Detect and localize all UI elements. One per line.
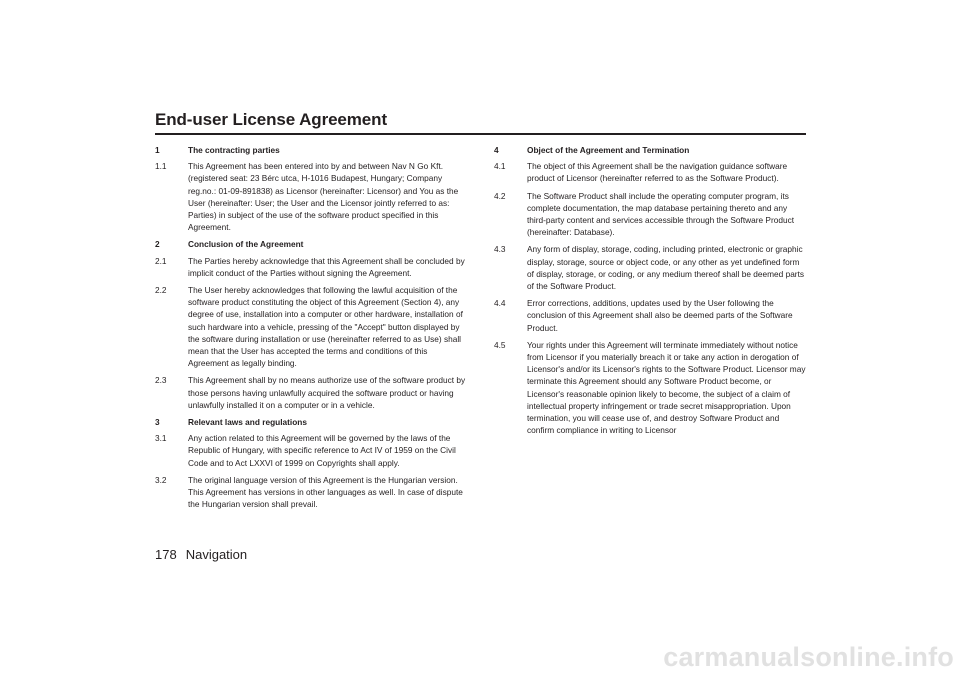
clause — [494, 160, 806, 184]
left-column — [155, 144, 467, 515]
page-number: 178 — [155, 547, 177, 562]
clause — [494, 190, 806, 239]
section-number: 3 — [155, 417, 160, 428]
clause-number: 3.2 — [155, 474, 167, 485]
clause-text: The original language version of this Agreement is the Hungarian version. This Agreement has versions in other languages as well. In case of dispute the Hungarian version shall prevail. — [188, 474, 463, 510]
clause-number: 4.3 — [494, 244, 506, 255]
section-heading — [155, 144, 467, 156]
clause-number: 2.2 — [155, 285, 167, 296]
clause-text: The Parties hereby acknowledge that this Agreement shall be concluded by implicit conduct of the Parties without signing the Agreement. — [188, 255, 465, 278]
section-number: 2 — [155, 239, 160, 250]
clause-text: This Agreement has been entered into by and between Nav N Go Kft. (registered seat: 23 Bérc utca, H-1016 Budapest, Hungary; Company reg.no.: 01-09-891838) as Licensor (hereinafter: Licensor) and You as the User (hereinafter: User; the User and the Licensor jointly referred to as: Parties) in subject of the use of the software product specified in this Agreement. — [188, 161, 459, 233]
clause-number: 4.5 — [494, 339, 506, 350]
clause-text: The object of this Agreement shall be the navigation guidance software product of Licensor (hereinafter referred to as the Software Product). — [527, 161, 788, 184]
clause-number: 4.4 — [494, 298, 506, 309]
page-title: End-user License Agreement — [155, 110, 388, 129]
section-title: Relevant laws and regulations — [188, 417, 307, 428]
clause — [494, 297, 806, 334]
clause — [494, 339, 806, 437]
clause-text: Any action related to this Agreement will be governed by the laws of the Republic of Hungary, with specific reference to Act IV of 1959 on the Civil Code and to Act LXXVI of 1999 on Copyrights shall apply. — [188, 433, 456, 468]
clause-text: Any form of display, storage, coding, including printed, electronic or graphic display, storage, source or object code, or any other as yet undefined form of display, storage, or coding, or any medium thereof shall be deemed parts of the Software Product. — [527, 244, 805, 292]
clause-text: The Software Product shall include the operating computer program, its complete documentation, the map database pertaining thereto and any third-party content and services accessible through the Software Product (hereinafter: Database). — [527, 190, 795, 238]
watermark: carmanualsonline.info — [663, 642, 954, 672]
clause — [155, 432, 467, 469]
section-heading — [494, 144, 806, 156]
section-title: Object of the Agreement and Termination — [527, 145, 690, 155]
section-title: The contracting parties — [188, 145, 280, 155]
section-heading — [155, 416, 467, 428]
clause-text: This Agreement shall by no means authorize use of the software product by those persons having unlawfully acquired the software product or having unlawfully installed it on a computer or in a vehicle. — [188, 375, 466, 410]
clause — [155, 284, 467, 369]
page-footer — [155, 547, 247, 562]
clause-number: 4.2 — [494, 190, 506, 201]
section-number: 4 — [494, 145, 499, 155]
clause — [155, 374, 467, 411]
section-name: Navigation — [185, 547, 248, 562]
right-column — [494, 144, 806, 441]
section-title: Conclusion of the Agreement — [188, 239, 304, 250]
section-number: 1 — [155, 145, 160, 155]
clause-number: 4.1 — [494, 161, 506, 172]
clause-number: 1.1 — [155, 161, 167, 172]
clause-number: 2.1 — [155, 255, 167, 266]
title-rule — [155, 133, 806, 135]
clause-text: Your rights under this Agreement will terminate immediately without notice from Licensor if you materially breach it or take any action in derogation of Licensor's and/or its Licensor's rights to the Software Product. Licensor may terminate this Agreement should any Software Product become, or Licensor's reasonable opinion likely to become, the subject of a claim of intellectual property infringement or trade secret misappropriation. Upon termination, you will cease use of, and destroy Software Product and confirm compliance in writing to Licensor — [527, 339, 806, 436]
clause — [155, 474, 467, 511]
clause-text: Error corrections, additions, updates used by the User following the conclusion of this Agreement shall also be deemed parts of the Software Product. — [527, 298, 793, 333]
section-heading — [155, 238, 467, 250]
clause-number: 2.3 — [155, 375, 167, 386]
clause — [155, 255, 467, 279]
clause-text: The User hereby acknowledges that following the lawful acquisition of the software product constituting the object of this Agreement (Section 4), any degree of use, installation into a computer or other hardware, installation of such hardware into a vehicle, pressing of the "Accept" button displayed by the software during installation or use (hereinafter referred to as Use) shall mean that the User has accepted the terms and conditions of this Agreement as legally binding. — [188, 285, 463, 369]
clause-number: 3.1 — [155, 433, 167, 444]
clause — [494, 243, 806, 292]
clause — [155, 160, 467, 233]
